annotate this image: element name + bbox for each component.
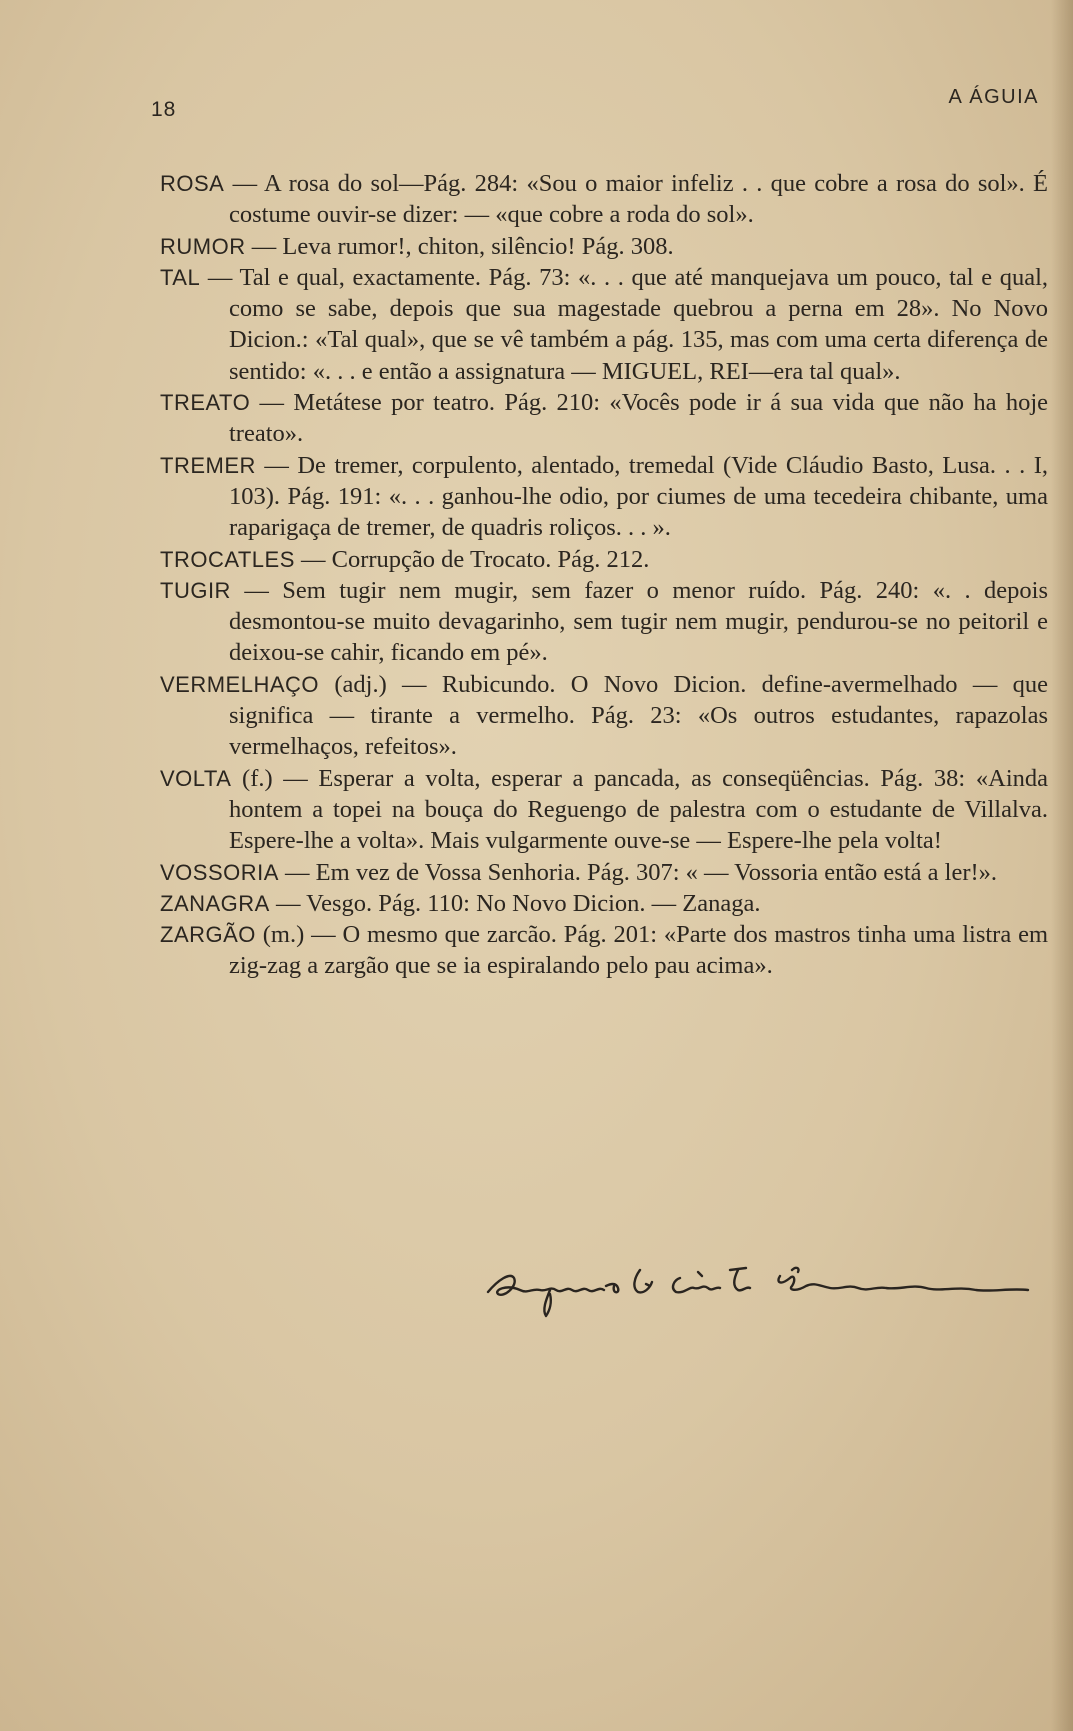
glossary-entry xyxy=(160,763,1048,857)
glossary-entry xyxy=(160,888,1048,919)
page-edge-shadow xyxy=(1051,0,1073,1731)
glossary-list xyxy=(160,168,1048,982)
entry-headword: RUMOR xyxy=(160,233,246,259)
entry-headword: TUGIR xyxy=(160,577,231,603)
glossary-entry xyxy=(160,231,1048,262)
entry-headword: ZARGÃO xyxy=(160,922,256,948)
entry-definition: (f.) — Esperar a volta, esperar a pancada, as conseqüências. Pág. 38: «Ainda hontem a topei na bouça do Reguengo de palestra com o estudante de Villalva. Espere-lhe a volta». Mais vulgarmente ouve-se — Espere-lhe pela volta! xyxy=(229,764,1049,855)
glossary-entry xyxy=(160,919,1048,982)
entry-headword: ZANAGRA xyxy=(160,890,270,916)
entry-headword: TREATO xyxy=(160,390,251,416)
entry-headword: VOLTA xyxy=(160,765,232,791)
entry-definition: — A rosa do sol—Pág. 284: «Sou o maior infeliz . . que cobre a rosa do sol». É costume ouvir-se dizer: — «que cobre a roda do sol». xyxy=(229,170,1049,229)
entry-headword: TAL xyxy=(160,264,201,290)
handwritten-signature xyxy=(480,1250,1040,1340)
glossary-entry xyxy=(160,669,1048,763)
entry-definition: — De tremer, corpulento, alentado, tremedal (Vide Cláudio Basto, Lusa. . . I, 103). Pág. 191: «. . . ganhou-lhe odio, por ciumes de uma tecedeira chibante, uma raparigaça de tremer, de quadris roliços. . . ». xyxy=(229,451,1048,542)
page-number: 18 xyxy=(151,98,177,121)
entry-headword: VOSSORIA xyxy=(160,859,279,885)
entry-definition: — Vesgo. Pág. 110: No Novo Dicion. — Zanaga. xyxy=(275,889,761,917)
glossary-entry xyxy=(160,262,1048,387)
entry-headword: ROSA xyxy=(160,171,225,196)
entry-definition: — Corrupção de Trocato. Pág. 212. xyxy=(301,545,650,573)
glossary-entry xyxy=(160,387,1048,450)
entry-definition: — Em vez de Vossa Senhoria. Pág. 307: « — Vossoria então está a ler!». xyxy=(285,858,998,886)
signature-drawing xyxy=(480,1250,1040,1340)
entry-headword: VERMELHAÇO xyxy=(160,671,320,697)
glossary-entry xyxy=(160,544,1048,575)
glossary-entry xyxy=(160,168,1048,231)
entry-definition: — Tal e qual, exactamente. Pág. 73: «. . . que até manquejava um pouco, tal e qual, como se sabe, depois que sua magestade quebrou a perna em 28». No Novo Dicion.: «Tal qual», que se vê também a pág. 135, mas com uma certa diferença de sentido: «. . . e então a assignatura — MIGUEL, REI—era tal qual». xyxy=(207,263,1049,385)
entry-headword: TROCATLES xyxy=(160,546,295,572)
entry-definition: (m.) — O mesmo que zarcão. Pág. 201: «Parte dos mastros tinha uma listra em zig-zag a zargão que se ia espiralando pelo pau acima». xyxy=(229,921,1048,980)
running-title: A ÁGUIA xyxy=(948,86,1039,108)
glossary-entry xyxy=(160,450,1048,544)
glossary-entry xyxy=(160,857,1048,888)
entry-headword: TREMER xyxy=(160,452,256,478)
entry-definition: — Metátese por teatro. Pág. 210: «Vocês pode ir á sua vida que não ha hoje treato». xyxy=(229,389,1049,448)
glossary-entry xyxy=(160,575,1048,669)
entry-definition: — Sem tugir nem mugir, sem fazer o menor ruído. Pág. 240: «. . depois desmontou-se muito devagarinho, sem tugir nem mugir, pendurou-se no peitoril e deixou-se cahir, ficando em pé». xyxy=(229,576,1049,667)
entry-definition: — Leva rumor!, chiton, silêncio! Pág. 308. xyxy=(251,232,674,260)
entry-definition: (adj.) — Rubicundo. O Novo Dicion. define-avermelhado — que significa — tirante a vermelho. Pág. 23: «Os outros estudantes, rapazolas vermelhaços, refeitos». xyxy=(229,670,1049,761)
